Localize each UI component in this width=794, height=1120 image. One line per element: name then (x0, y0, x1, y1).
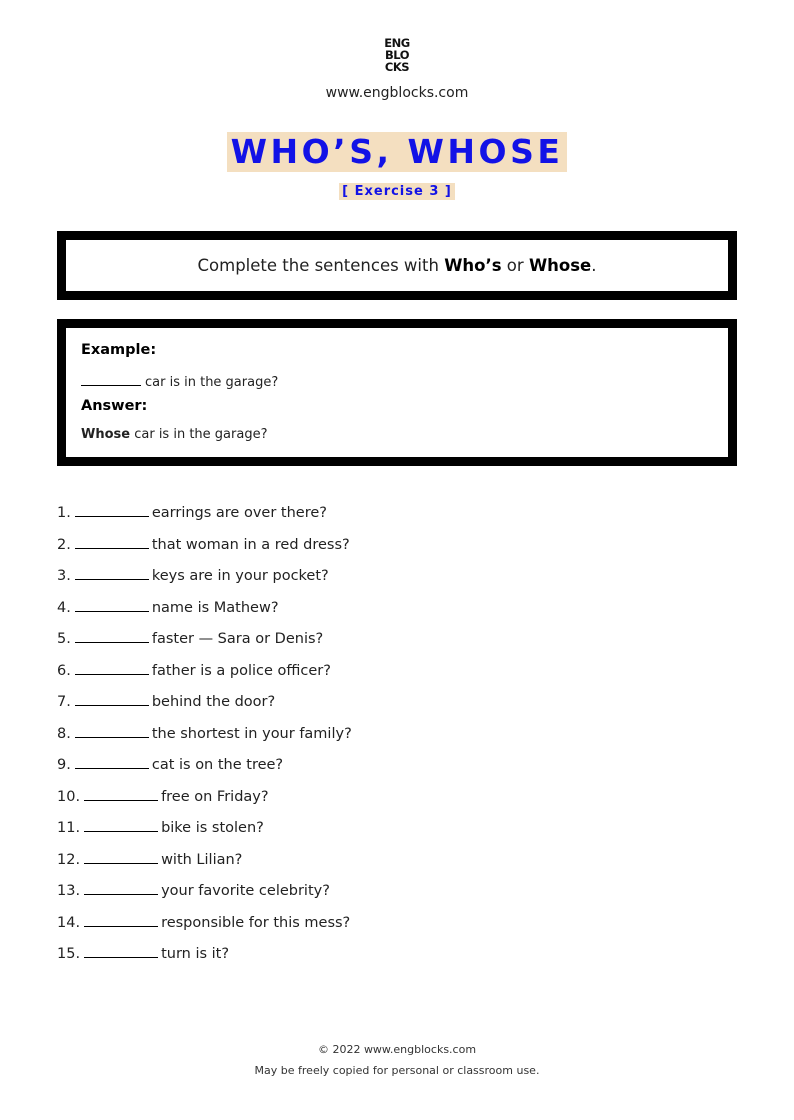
answer-blank[interactable] (75, 724, 149, 738)
answer-text: car is in the garage? (130, 427, 268, 442)
item-number: 12. (57, 851, 81, 868)
list-item (57, 944, 229, 964)
answer-blank[interactable] (84, 818, 158, 832)
answer-blank[interactable] (84, 913, 158, 927)
item-number: 13. (57, 883, 81, 899)
item-text: cat is on the tree? (151, 757, 284, 773)
item-text: turn is it? (161, 946, 230, 962)
instructions-prefix: Complete the sentences with (197, 256, 445, 275)
instructions-option-whos: Who’s (444, 256, 502, 275)
item-text: the shortest in your family? (151, 725, 352, 742)
list-item (57, 850, 242, 870)
answer-blank[interactable] (75, 629, 149, 643)
list-item (57, 503, 327, 523)
list-item (57, 913, 350, 933)
item-text: father is a police officer? (151, 662, 331, 679)
logo-line: ENG (384, 36, 410, 50)
site-url[interactable]: www.engblocks.com (325, 85, 469, 101)
footer-copyright: © 2022 www.engblocks.com (317, 1043, 477, 1056)
answer-blank[interactable] (84, 881, 158, 895)
example-blank (81, 372, 141, 386)
instructions-middle: or (501, 256, 529, 275)
item-text: free on Friday? (161, 788, 269, 805)
list-item (57, 724, 352, 744)
item-text: with Lilian? (161, 851, 243, 868)
answer-label: Answer: (81, 398, 148, 414)
example-sentence (81, 372, 278, 390)
item-text: name is Mathew? (151, 599, 279, 616)
item-text: keys are in your pocket? (151, 568, 329, 584)
list-item (57, 755, 283, 775)
instructions-suffix: . (591, 256, 597, 275)
list-item (57, 787, 269, 807)
title-container (0, 132, 794, 172)
example-box (57, 319, 737, 466)
item-text: faster — Sara or Denis? (151, 631, 324, 647)
answer-word: Whose (81, 427, 131, 442)
engblocks-logo (0, 37, 794, 73)
answer-blank[interactable] (75, 503, 149, 517)
answer-blank[interactable] (75, 661, 149, 675)
page-title: WHO’S, WHOSE (227, 132, 568, 172)
list-item (57, 818, 264, 838)
list-item (57, 661, 331, 681)
item-number: 2. (57, 536, 71, 553)
answer-blank[interactable] (75, 598, 149, 612)
item-number: 6. (57, 662, 71, 679)
example-label: Example: (81, 342, 157, 358)
list-item (57, 566, 329, 586)
item-number: 3. (57, 568, 71, 584)
list-item (57, 598, 279, 618)
answer-blank[interactable] (75, 755, 149, 769)
instructions-text (198, 256, 597, 275)
item-number: 5. (57, 631, 71, 647)
subtitle-container (0, 180, 794, 200)
instructions-option-whose: Whose (528, 256, 592, 275)
example-text: car is in the garage? (145, 375, 279, 390)
list-item (57, 692, 275, 712)
item-text: responsible for this mess? (161, 914, 351, 931)
item-text: behind the door? (151, 694, 276, 710)
exercise-subtitle: [ Exercise 3 ] (339, 183, 455, 200)
item-number: 15. (57, 946, 81, 962)
logo-line: CKS (384, 60, 410, 74)
answer-sentence (81, 427, 267, 442)
list-item (57, 881, 330, 901)
answer-blank[interactable] (84, 850, 158, 864)
logo-line: BLO (385, 48, 409, 62)
answer-blank[interactable] (84, 787, 158, 801)
item-number: 11. (57, 820, 81, 836)
instructions-box (57, 231, 737, 300)
footer-license: May be freely copied for personal or classroom use. (254, 1064, 540, 1077)
answer-blank[interactable] (75, 566, 149, 580)
item-text: that woman in a red dress? (151, 536, 350, 553)
item-text: earrings are over there? (151, 505, 327, 521)
list-item (57, 629, 323, 649)
item-number: 10. (57, 788, 81, 805)
answer-blank[interactable] (75, 692, 149, 706)
item-number: 7. (57, 694, 71, 710)
answer-blank[interactable] (84, 944, 158, 958)
item-number: 9. (57, 757, 71, 773)
item-text: bike is stolen? (161, 820, 264, 836)
item-number: 4. (57, 599, 71, 616)
item-number: 14. (57, 914, 81, 931)
item-text: your favorite celebrity? (161, 883, 330, 899)
list-item (57, 535, 350, 555)
item-number: 8. (57, 725, 71, 742)
answer-blank[interactable] (75, 535, 149, 549)
item-number: 1. (57, 505, 71, 521)
